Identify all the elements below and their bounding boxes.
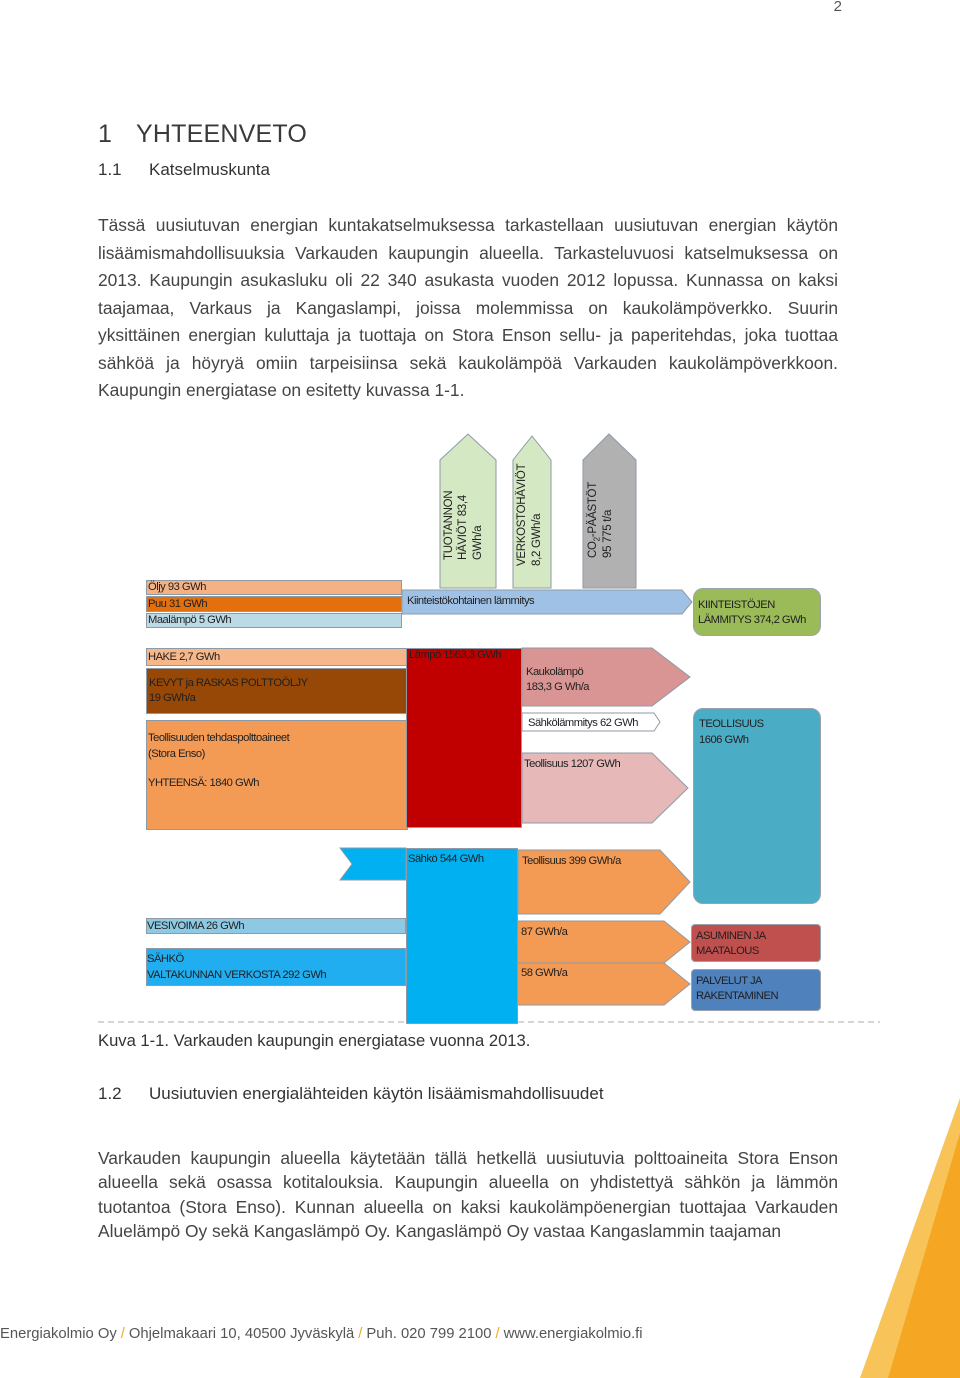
teollisuus-input-label-1: Teollisuuden tehdaspolttoaineet [148, 732, 290, 744]
verkosto-label-2: 8,2 GWh/a [531, 513, 543, 566]
kevyt-label-2: 19 GWh/a [149, 692, 196, 704]
section-number: 1.2 [98, 1084, 122, 1103]
kaukolampo-label-2: 183,3 G Wh/a [526, 681, 590, 693]
kaukolampo-label-1: Kaukolämpö [526, 666, 584, 678]
puu-label: Puu 31 GWh [148, 598, 208, 610]
flow-58-label: 58 GWh/a [521, 967, 568, 979]
kiinteistojen-label-1: KIINTEISTÖJEN [698, 599, 775, 611]
maalampo-label: Maalämpö 5 GWh [148, 614, 232, 626]
section-heading-1-1 [98, 160, 270, 180]
sahko-input-arrow [340, 848, 406, 880]
oljy-label: Öljy 93 GWh [148, 581, 206, 593]
kevyt-label-1: KEVYT ja RASKAS POLTTOÖLJY [149, 677, 308, 689]
sahko-label: Sähkö 544 GWh [408, 853, 484, 865]
tuotannon-label-3: GWh/a [472, 525, 484, 560]
kiinteisto-label: Kiinteistökohtainen lämmitys [407, 595, 535, 607]
teollisuus-output-label-2: 1606 GWh [699, 734, 749, 746]
figure-caption: Kuva 1-1. Varkauden kaupungin energiatase vuonna 2013. [98, 1031, 531, 1050]
footer-separator: / [495, 1326, 500, 1342]
teollisuus-input-label-2: (Stora Enso) [148, 748, 205, 760]
hake-label: HAKE 2,7 GWh [148, 651, 220, 663]
vesivoima-label: VESIVOIMA 26 GWh [147, 920, 245, 932]
section-title: Uusiutuvien energialähteiden käytön lisäämismahdollisuudet [149, 1084, 604, 1103]
corner-decoration [840, 1078, 960, 1378]
co2-label-2: 95 775 t/a [602, 509, 614, 558]
tuotannon-label-1: TUOTANNON [443, 490, 455, 560]
renewables-paragraph: Varkauden kaupungin alueella käytetään tällä hetkellä uusiutuvia polttoaineita Stora Enson alueella sekä osassa kotitalouksia. Kaupungin alueella on yhdistettyä sähkön ja lämmön tuotantoa (Stora Enso). Kunnan alueella on kaksi kaukolämpöenergian tuottajaa Varkauden Aluelämpö Oy sekä Kangaslämpö Oy. Kangaslämpö Oy vastaa Kangaslammin taajaman [98, 1148, 838, 1241]
sahko-input-label-2: VALTAKUNNAN VERKOSTA 292 GWh [147, 969, 327, 981]
asuminen-label-1: ASUMINEN JA [696, 930, 766, 942]
lampo-label: Lämpö 1563,3 GWh [409, 649, 502, 661]
footer-phone: Puh. 020 799 2100 [366, 1326, 492, 1342]
yhteensa-label: YHTEENSÄ: 1840 GWh [148, 777, 259, 789]
asuminen-label-2: MAATALOUS [696, 945, 759, 957]
footer-address: Ohjelmakaari 10, 40500 Jyväskylä [128, 1326, 355, 1342]
co2-subscript: 2 [592, 537, 602, 542]
intro-paragraph: Tässä uusiutuvan energian kuntakatselmuksessa tarkastellaan uusiutuvan energian käytön lisäämismahdollisuuksia Varkauden kaupungin alueella. Tarkasteluvuosi katselmuksessa on 2013. Kaupungin asukasluku oli 22 340 asukasta vuoden 2012 lopussa. Kunnassa on kaksi taajamaa, Varkaus ja Kangaslampi, joissa molemmissa on kaukolämpöverkko. Suurin yksittäinen energian kuluttaja ja tuottaja on Stora Enson sellu- ja paperitehdas, joka tuottaa sähköä ja höyryä omiin tarpeisiinsa sekä kaukolämpöä Varkauden kaukolämpöverkkoon. Kaupungin energiatase on esitetty kuvassa 1-1. [98, 215, 838, 400]
section-number: 1.1 [98, 160, 122, 179]
chapter-number: 1 [98, 120, 113, 148]
energy-balance-diagram [0, 430, 960, 1030]
section-title: Katselmuskunta [149, 160, 270, 179]
footer-company: Energiakolmio Oy [0, 1326, 117, 1342]
verkosto-label-1: VERKOSTOHÄVIÖT [516, 463, 528, 566]
teollisuus-output-label-1: TEOLLISUUS [699, 718, 764, 730]
sahko-block [406, 848, 518, 1024]
flow-87-label: 87 GWh/a [521, 926, 568, 938]
kiinteistojen-label-2: LÄMMITYS 374,2 GWh [698, 614, 806, 626]
kiinteistojen-lammitys-box [693, 588, 821, 636]
co2-text-b: -PÄÄSTÖT [587, 482, 599, 538]
page-footer [0, 1326, 643, 1342]
footer-separator: / [120, 1326, 125, 1342]
chapter-title: YHTEENVETO [136, 120, 308, 148]
footer-web[interactable]: www.energiakolmio.fi [503, 1326, 643, 1342]
co2-text: CO [587, 541, 599, 558]
teollisuus-sahko-label: Teollisuus 399 GWh/a [522, 855, 621, 867]
tuotannon-label-2: HÄVIÖT 83,4 [457, 495, 469, 560]
lampo-block [406, 648, 522, 828]
sahko-input-label-1: SÄHKÖ [147, 953, 184, 965]
chapter-heading [98, 120, 307, 149]
palvelut-label-1: PALVELUT JA [696, 975, 763, 987]
teollisuus-lampo-label: Teollisuus 1207 GWh [524, 758, 621, 770]
sahkolammitys-label: Sähkölämmitys 62 GWh [528, 717, 638, 729]
footer-separator: / [358, 1326, 363, 1342]
palvelut-label-2: RAKENTAMINEN [696, 990, 779, 1002]
page-number: 2 [833, 0, 842, 15]
section-heading-1-2 [98, 1084, 604, 1104]
